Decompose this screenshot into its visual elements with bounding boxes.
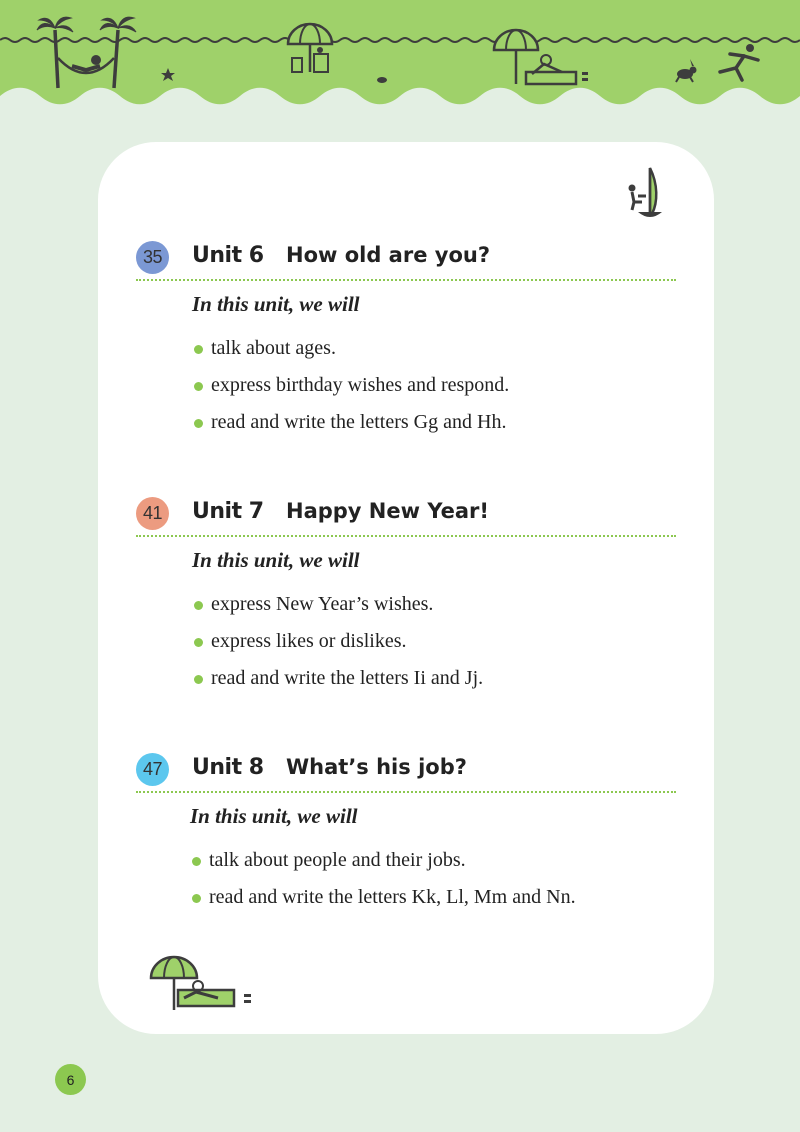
unit-header bbox=[136, 752, 676, 794]
bullet-icon bbox=[194, 345, 203, 354]
bullet-icon bbox=[194, 638, 203, 647]
unit-page-badge: 35 bbox=[136, 241, 169, 274]
objective-text: express birthday wishes and respond. bbox=[211, 374, 510, 396]
unit-intro: In this unit, we will bbox=[192, 548, 360, 572]
unit-title: What’s his job? bbox=[286, 755, 467, 779]
page-number: 6 bbox=[55, 1064, 86, 1095]
objective-item bbox=[194, 411, 509, 448]
unit-intro: In this unit, we will bbox=[192, 292, 360, 316]
content-card bbox=[98, 142, 714, 1034]
unit-header bbox=[136, 496, 676, 538]
unit-intro: In this unit, we will bbox=[190, 804, 358, 828]
bullet-icon bbox=[194, 601, 203, 610]
dotted-divider bbox=[136, 535, 676, 537]
objective-item bbox=[194, 593, 483, 630]
bullet-icon bbox=[192, 857, 201, 866]
unit-title: How old are you? bbox=[286, 243, 491, 267]
unit-page-badge: 41 bbox=[136, 497, 169, 530]
sunbather-icon bbox=[148, 954, 258, 1014]
top-banner bbox=[0, 0, 800, 112]
objective-text: read and write the letters Kk, Ll, Mm and Nn. bbox=[209, 886, 576, 908]
objective-text: read and write the letters Ii and Jj. bbox=[211, 667, 484, 689]
bullet-icon bbox=[194, 419, 203, 428]
objective-item bbox=[192, 849, 576, 886]
objective-text: read and write the letters Gg and Hh. bbox=[211, 411, 507, 433]
unit-page-badge: 47 bbox=[136, 753, 169, 786]
unit-label: Unit 6 bbox=[192, 243, 264, 268]
bullet-icon bbox=[192, 894, 201, 903]
objective-text: express likes or dislikes. bbox=[211, 630, 407, 652]
bullet-icon bbox=[194, 675, 203, 684]
objective-text: talk about people and their jobs. bbox=[209, 849, 466, 871]
objective-list bbox=[192, 849, 576, 923]
unit-label: Unit 8 bbox=[192, 755, 264, 780]
objective-list bbox=[194, 337, 509, 448]
windsurfer-icon bbox=[624, 166, 664, 226]
unit-title: Happy New Year! bbox=[286, 499, 489, 523]
objective-item bbox=[194, 667, 483, 704]
objective-text: talk about ages. bbox=[211, 337, 336, 359]
dotted-divider bbox=[136, 791, 676, 793]
unit-header bbox=[136, 240, 676, 282]
dotted-divider bbox=[136, 279, 676, 281]
objective-item bbox=[192, 886, 576, 923]
objective-text: express New Year’s wishes. bbox=[211, 593, 434, 615]
objective-item bbox=[194, 374, 509, 411]
objective-list bbox=[194, 593, 483, 704]
bullet-icon bbox=[194, 382, 203, 391]
objective-item bbox=[194, 630, 483, 667]
objective-item bbox=[194, 337, 509, 374]
unit-label: Unit 7 bbox=[192, 499, 264, 524]
